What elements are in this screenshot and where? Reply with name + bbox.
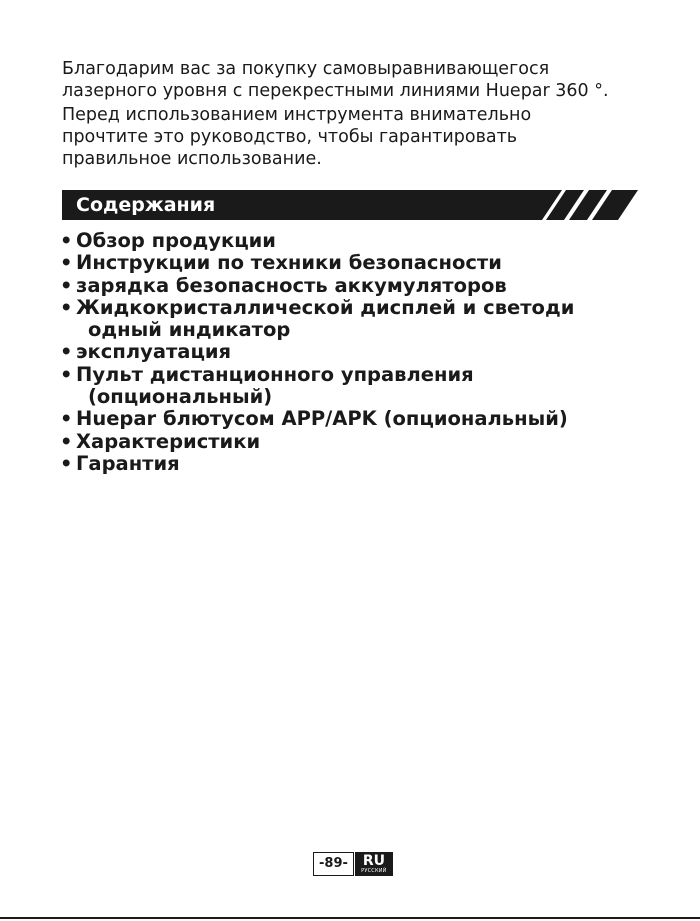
toc-item — [60, 453, 680, 475]
toc-item-text: Инструкции по техники безопасности — [76, 251, 502, 275]
page-footer — [313, 852, 393, 876]
bullet: • — [60, 340, 73, 364]
intro-line-4: прочтите это руководство, чтобы гарантировать — [62, 127, 518, 147]
language-code: RU — [362, 853, 385, 869]
toc-item-continuation: (опциональный) — [88, 385, 273, 409]
toc-item-continuation: одный индикатор — [88, 318, 291, 342]
toc-item-text: Huepar блютусом APP/APK (опциональный) — [76, 407, 568, 431]
language-badge — [355, 852, 393, 876]
intro-line-5: правильное использование. — [62, 149, 322, 169]
toc-item — [60, 431, 680, 453]
toc-item-text: зарядка безопасность аккумуляторов — [76, 273, 507, 297]
toc-item-text: Пульт дистанционного управления — [76, 362, 474, 386]
intro-paragraph — [62, 58, 662, 170]
page-number: -89- — [313, 852, 354, 876]
intro-line-1: Благодарим вас за покупку самовыравнивающегося — [62, 59, 550, 79]
toc-item — [60, 408, 680, 430]
bullet: • — [60, 362, 73, 386]
toc-item — [60, 297, 680, 342]
intro-line-2: лазерного уровня с перекрестными линиями Huepar 360 °. — [62, 81, 609, 101]
toc-item-text: эксплуатация — [76, 340, 232, 364]
section-title: Содержания — [76, 194, 216, 216]
table-of-contents — [60, 230, 680, 475]
bullet: • — [60, 273, 73, 297]
toc-item — [60, 364, 680, 409]
toc-item-text: Характеристики — [76, 429, 261, 453]
bullet: • — [60, 251, 73, 275]
toc-item-text: Жидкокристаллической дисплей и светоди — [76, 295, 575, 319]
toc-item-text: Обзор продукции — [76, 229, 276, 252]
bullet: • — [60, 429, 73, 453]
section-header-bar — [62, 190, 638, 220]
bullet: • — [60, 229, 73, 252]
language-name: РУССКИЙ — [361, 868, 387, 874]
bullet: • — [60, 451, 73, 475]
toc-item — [60, 252, 680, 274]
bullet: • — [60, 295, 73, 319]
intro-line-3: Перед использованием инструмента внимательно — [62, 105, 532, 125]
toc-item — [60, 341, 680, 363]
bullet: • — [60, 407, 73, 431]
toc-item — [60, 230, 680, 252]
toc-item-text: Гарантия — [76, 451, 180, 475]
toc-item — [60, 275, 680, 297]
bottom-divider — [0, 917, 700, 919]
